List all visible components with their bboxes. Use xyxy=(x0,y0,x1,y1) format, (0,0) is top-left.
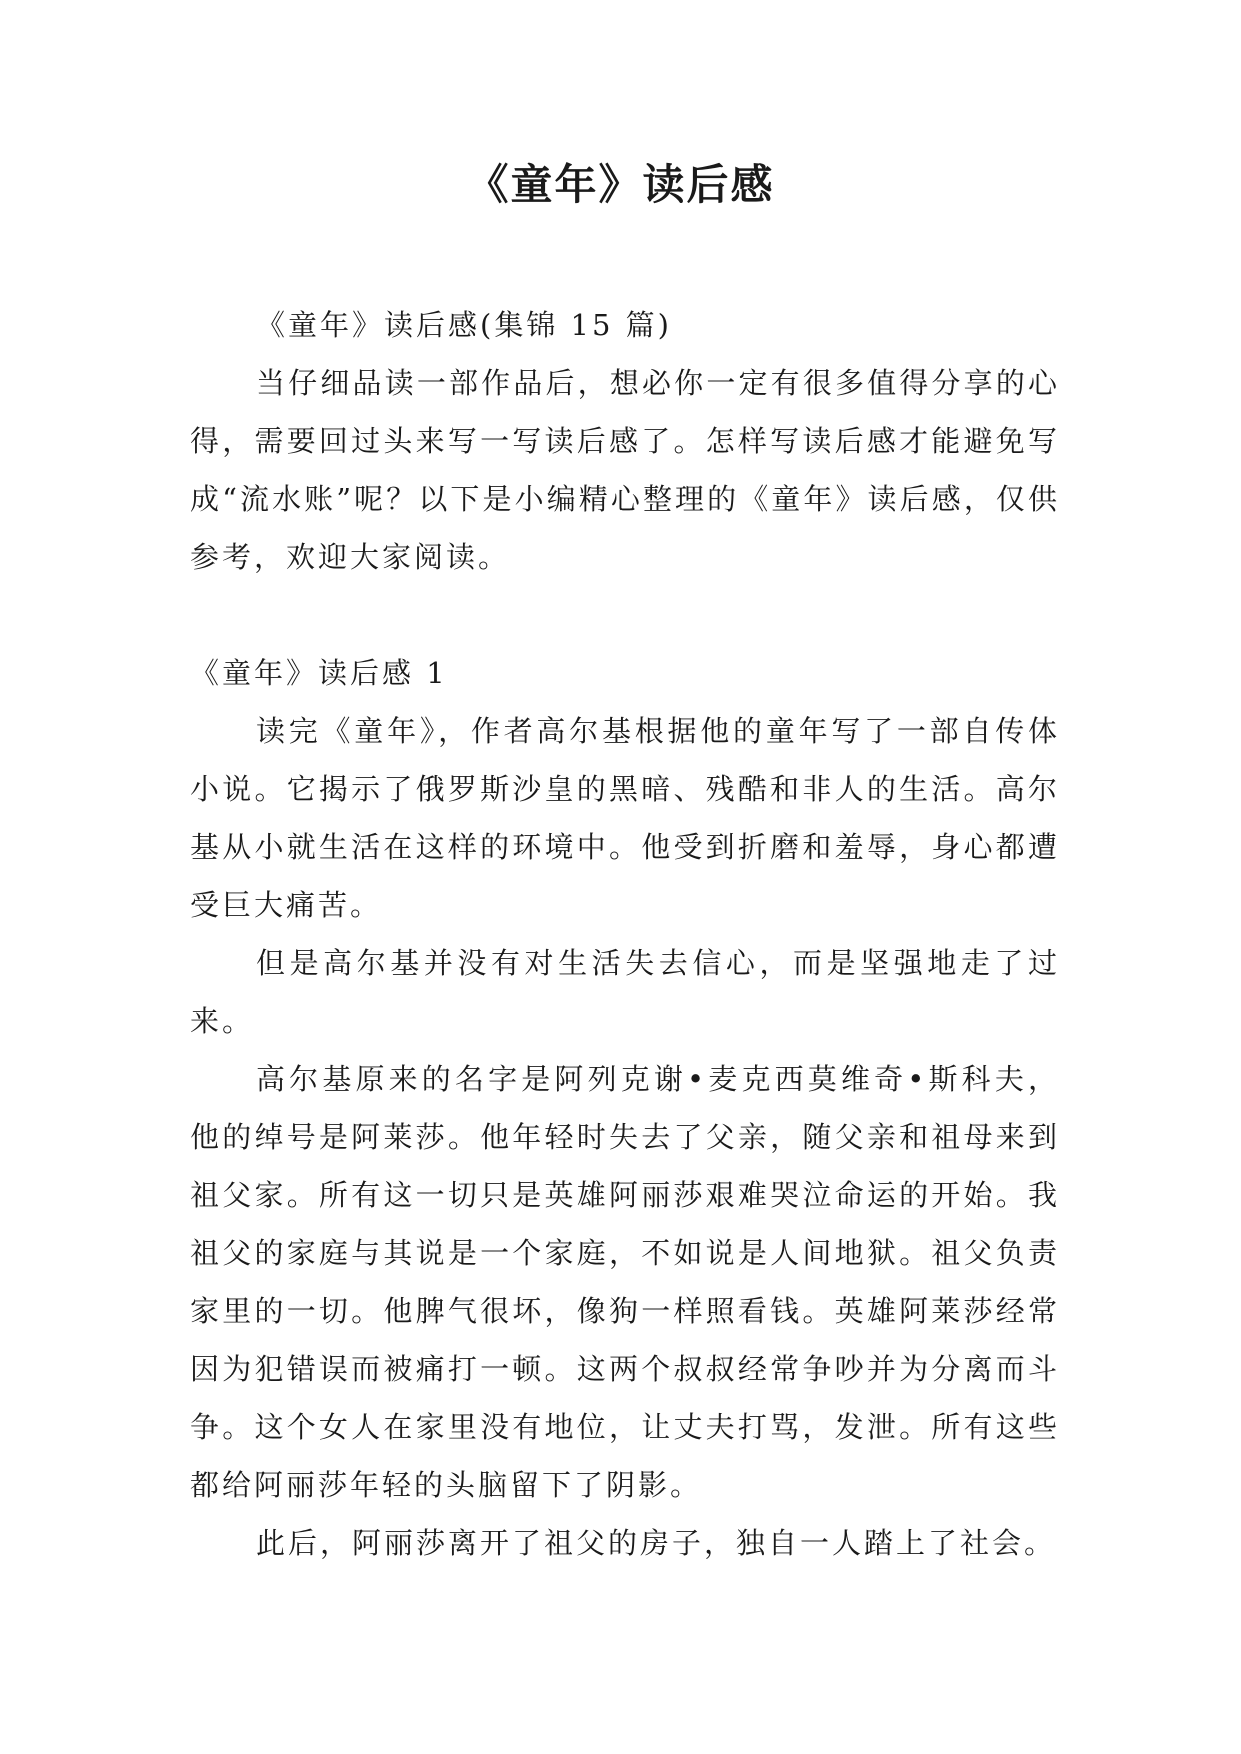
body-paragraph: 此后，阿丽莎离开了祖父的房子，独自一人踏上了社会。 xyxy=(256,1526,1057,1560)
body-paragraph: 读完《童年》，作者高尔基根据他的童年写了一部自传体小说。它揭示了俄罗斯沙皇的黑暗、残酷和非人的生活。高尔基从小就生活在这样的环境中。他受到折磨和羞辱，身心都遭受巨大痛苦。 xyxy=(190,714,1060,922)
document-subtitle: 《童年》读后感(集锦 15 篇) xyxy=(256,308,672,342)
document-body xyxy=(190,296,1060,1572)
body-paragraph: 但是高尔基并没有对生活失去信心，而是坚强地走了过来。 xyxy=(190,946,1060,1038)
section-heading: 《童年》读后感 1 xyxy=(190,656,448,690)
document-title: 《童年》读后感 xyxy=(466,160,775,209)
intro-paragraph: 当仔细品读一部作品后，想必你一定有很多值得分享的心得，需要回过头来写一写读后感了。怎样写读后感才能避免写成“流水账”呢？以下是小编精心整理的《童年》读后感，仅供参考，欢迎大家阅读。 xyxy=(190,366,1060,574)
body-paragraph: 高尔基原来的名字是阿列克谢•麦克西莫维奇•斯科夫，他的绰号是阿莱莎。他年轻时失去了父亲，随父亲和祖母来到祖父家。所有这一切只是英雄阿丽莎艰难哭泣命运的开始。我祖父的家庭与其说是一个家庭，不如说是人间地狱。祖父负责家里的一切。他脾气很坏，像狗一样照看钱。英雄阿莱莎经常因为犯错误而被痛打一顿。这两个叔叔经常争吵并为分离而斗争。这个女人在家里没有地位，让丈夫打骂，发泄。所有这些都给阿丽莎年轻的头脑留下了阴影。 xyxy=(190,1062,1060,1502)
